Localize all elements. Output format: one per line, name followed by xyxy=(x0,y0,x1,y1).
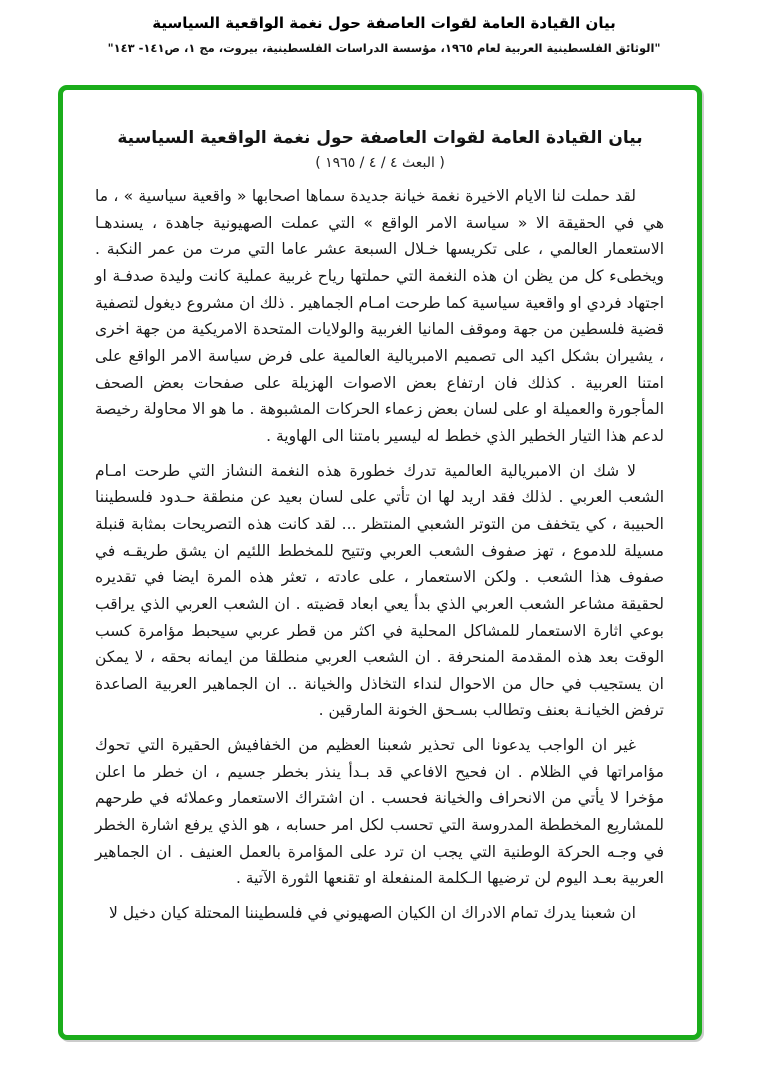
document-body xyxy=(95,183,664,927)
header-source-citation: "الوثائق الفلسطينية العربية لعام ١٩٦٥، مؤسسة الدراسات الفلسطينية، بيروت، مج ١، ص١٤١- ١٤٣" xyxy=(107,40,661,55)
paragraph-3: غير ان الواجب يدعونا الى تحذير شعبنا العظيم من الخفافيش الحقيرة التي تحوك مؤامراتها في الظلام . ان فحيح الافاعي قد بـدأ ينذر بخطر جسيم ، ان خطر ما اعلن مؤخرا لا يأتي من الانحراف والخيانة فحسب . ان اشتراك الاستعمار وعملائه في طرحهم للمشاريع المخططة المدروسة التي تحسب لكل امر حسابه ، هو الذي يرفع اشارة الخطر في وجـه الحركة الوطنية التي يجب ان ترد على المؤامرة بالعمل العنيف . ان الجماهير العربية بعـد اليوم لن ترضيها الـكلمة المنفعلة او تقنعها الثورة الآتية . xyxy=(95,736,664,888)
header-title: بيان القيادة العامة لقوات العاصفة حول نغمة الواقعية السياسية xyxy=(152,14,616,32)
document-title: بيان القيادة العامة لقوات العاصفة حول نغمة الواقعية السياسية xyxy=(117,128,643,148)
page-header xyxy=(0,12,768,55)
paragraph-4: ان شعبنا يدرك تمام الادراك ان الكيان الصهيوني في فلسطيننا المحتلة كيان دخيل لا xyxy=(109,904,636,923)
document-subtitle: ( البعث ٤ / ٤ / ١٩٦٥ ) xyxy=(315,155,445,171)
paragraph-1: لقد حملت لنا الايام الاخيرة نغمة خيانة جديدة سماها اصحابها « واقعية سياسية » ، ما هي في الحقيقة الا « سياسة الامر الواقع » التي عملت الصهيونية جاهدة ، يسندهـا الاستعمار العالمي ، على تكريسها خـلال السبعة عشر عاما التي مرت من عمر النكبة . ويخطىء كل من يظن ان هذه النغمة التي حملتها رياح غربية عملية كانت وليدة صدفـة او اجتهاد فردي او واقعية سياسية كما طرحت امـام الجماهير . ذلك ان مشروع ديغول لتصفية قضية فلسطين من جهة وموقف المانيا الغربية والولايات المتحدة الامريكية من جهة اخرى ، يشيران بشكل اكيد الى تصميم الامبريالية العالمية على فرض سياسة الامر الواقع على امتنا العربية . كذلك فان ارتفاع بعض الاصوات الهزيلة على صفحات بعض الصحف المأجورة والعميلة او على لسان بعض زعماء الحركات المشبوهة . ما هو الا محاولة رخيصة لدعم هذا التيار الخطير الذي خطط له ليسير بامتنا الى الهاوية . xyxy=(95,187,664,445)
paragraph-2: لا شك ان الامبريالية العالمية تدرك خطورة هذه النغمة النشاز التي طرحت امـام الشعب العربي . لذلك فقد اريد لها ان تأتي على لسان بعيد عن منطقة حـدود فلسطيننا الحبيبة ، كي يتخفف من التوتر الشعبي المنتظر ... لقد كانت هذه التصريحات بمثابة قنبلة مسيلة للدموع ، تهز صفوف الشعب العربي وتتيح للمخطط اللئيم ان يشق طريقـه في صفوف هذا الشعب . ولكن الاستعمار ، على عادته ، تعثر هذه المرة ايضا في تقديره لحقيقة مشاعر الشعب العربي الذي بدأ يعي ابعاد قضيته . ان الشعب العربي الذي يراقب بوعي اثارة الاستعمار للمشاكل المحلية في اكثر من قطر عربي سيحبط مؤامرة كسب الوقت بعد هذه المقدمة المنحرفة . ان الشعب العربي منطلقا من ايمانه بحقه ، لا يمكن ان يستجيب في حال من الاحوال لنداء التخاذل والخيانة .. ان الجماهير العربية الصاعدة ترفض الخيانـة بعنف وتطالب بسـحق الخونة المارقين . xyxy=(95,461,664,720)
document-frame xyxy=(58,85,702,1040)
